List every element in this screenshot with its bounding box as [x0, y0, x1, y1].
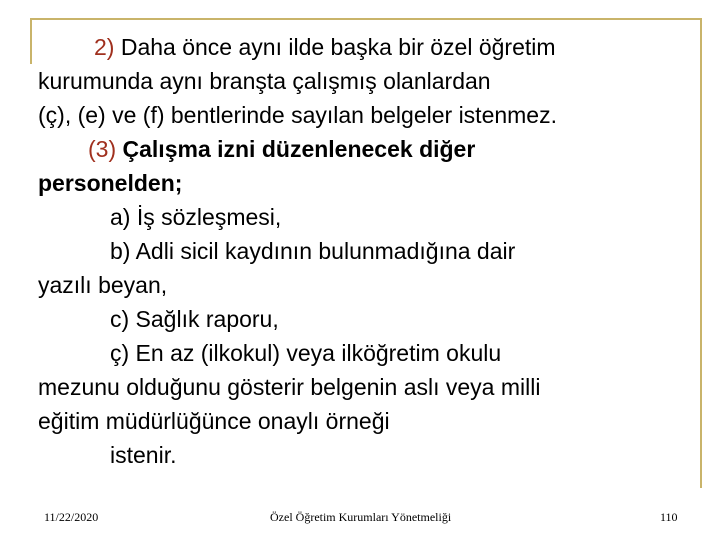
item2-text-line1: Daha önce aynı ilde başka bir özel öğretim — [120, 34, 556, 60]
item3-heading-line1 — [38, 132, 688, 166]
footer-title: Özel Öğretim Kurumları Yönetmeliği — [270, 510, 452, 524]
slide-frame-bottom-mark — [700, 486, 702, 488]
item2-number: 2) — [94, 34, 115, 60]
item2-line3: (ç), (e) ve (f) bentlerinde sayılan belgeler istenmez. — [38, 102, 557, 128]
subitem-c: c) Sağlık raporu, — [110, 306, 279, 332]
subitem-cc-line1: ç) En az (ilkokul) veya ilköğretim okulu — [110, 340, 502, 366]
item2-line1 — [38, 30, 688, 64]
subitem-cc-line3: eğitim müdürlüğünce onaylı örneği — [38, 408, 390, 434]
footer-date: 11/22/2020 — [44, 510, 99, 524]
subitem-b-line1: b) Adli sicil kaydının bulunmadığına dair — [110, 238, 516, 264]
item3-heading-line2: personelden; — [38, 170, 183, 196]
slide-body-text — [38, 30, 688, 472]
slide-frame-right-border — [700, 18, 702, 488]
item3-number: (3) — [88, 136, 117, 162]
slide-frame-left-border — [30, 18, 32, 64]
subitem-cc-line2: mezunu olduğunu gösterir belgenin aslı veya milli — [38, 374, 541, 400]
item2-line2: kurumunda aynı branşta çalışmış olanlardan — [38, 68, 491, 94]
slide-frame-top-border — [30, 18, 702, 20]
item3-heading-text: Çalışma izni düzenlenecek diğer — [122, 136, 476, 162]
subitem-cc-line4: istenir. — [110, 442, 177, 468]
footer-page-number: 110 — [660, 510, 678, 524]
subitem-a: a) İş sözleşmesi, — [110, 204, 282, 230]
subitem-b-line2: yazılı beyan, — [38, 272, 168, 298]
